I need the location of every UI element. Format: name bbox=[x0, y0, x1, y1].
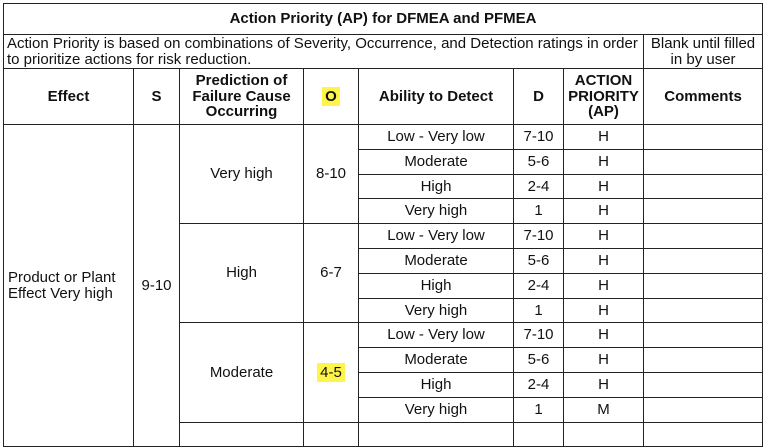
comments-cell bbox=[644, 125, 763, 150]
empty-cell bbox=[564, 422, 644, 447]
empty-cell bbox=[304, 422, 359, 447]
detection-cell: 2-4 bbox=[514, 174, 564, 199]
prediction-cell: Very high bbox=[180, 125, 304, 224]
prediction-cell: High bbox=[180, 224, 304, 323]
header-occurrence bbox=[304, 69, 359, 125]
ability-cell: Low - Very low bbox=[359, 224, 514, 249]
occurrence-value: 8-10 bbox=[315, 165, 347, 183]
table-description: Action Priority is based on combinations of Severity, Occurrence, and Detection ratings in order to prioritize actions for risk reduction. bbox=[4, 35, 644, 69]
blank-note: Blank until filled in by user bbox=[644, 35, 763, 69]
detection-cell: 5-6 bbox=[514, 248, 564, 273]
header-severity: S bbox=[134, 69, 180, 125]
occurrence-cell bbox=[304, 224, 359, 323]
action-priority-cell: H bbox=[564, 273, 644, 298]
comments-cell bbox=[644, 199, 763, 224]
comments-cell bbox=[644, 174, 763, 199]
header-prediction: Prediction of Failure Cause Occurring bbox=[180, 69, 304, 125]
action-priority-cell: M bbox=[564, 397, 644, 422]
detection-cell: 1 bbox=[514, 199, 564, 224]
empty-cell bbox=[644, 422, 763, 447]
action-priority-table bbox=[3, 3, 763, 447]
table-title: Action Priority (AP) for DFMEA and PFMEA bbox=[4, 4, 763, 35]
header-detection: D bbox=[514, 69, 564, 125]
effect-cell: Product or Plant Effect Very high bbox=[4, 125, 134, 447]
comments-cell bbox=[644, 348, 763, 373]
header-action-priority: ACTION PRIORITY (AP) bbox=[564, 69, 644, 125]
comments-cell bbox=[644, 397, 763, 422]
comments-cell bbox=[644, 248, 763, 273]
ability-cell: High bbox=[359, 174, 514, 199]
detection-cell: 7-10 bbox=[514, 224, 564, 249]
ability-cell: Moderate bbox=[359, 348, 514, 373]
header-effect: Effect bbox=[4, 69, 134, 125]
empty-cell bbox=[514, 422, 564, 447]
ability-cell: Low - Very low bbox=[359, 323, 514, 348]
occurrence-value: 6-7 bbox=[320, 264, 342, 282]
action-priority-cell: H bbox=[564, 224, 644, 249]
ability-cell: Moderate bbox=[359, 149, 514, 174]
ability-cell: Very high bbox=[359, 298, 514, 323]
comments-cell bbox=[644, 149, 763, 174]
comments-cell bbox=[644, 323, 763, 348]
comments-cell bbox=[644, 224, 763, 249]
detection-cell: 1 bbox=[514, 298, 564, 323]
action-priority-cell: H bbox=[564, 348, 644, 373]
detection-cell: 1 bbox=[514, 397, 564, 422]
ability-cell: High bbox=[359, 273, 514, 298]
header-comments: Comments bbox=[644, 69, 763, 125]
header-occurrence-label: O bbox=[322, 87, 340, 106]
detection-cell: 7-10 bbox=[514, 125, 564, 150]
action-priority-cell: H bbox=[564, 372, 644, 397]
action-priority-cell: H bbox=[564, 125, 644, 150]
detection-cell: 2-4 bbox=[514, 273, 564, 298]
occurrence-cell bbox=[304, 125, 359, 224]
detection-cell: 2-4 bbox=[514, 372, 564, 397]
detection-cell: 5-6 bbox=[514, 348, 564, 373]
occurrence-cell bbox=[304, 323, 359, 422]
empty-cell bbox=[180, 422, 304, 447]
comments-cell bbox=[644, 298, 763, 323]
action-priority-cell: H bbox=[564, 298, 644, 323]
comments-cell bbox=[644, 273, 763, 298]
prediction-cell: Moderate bbox=[180, 323, 304, 422]
action-priority-cell: H bbox=[564, 199, 644, 224]
empty-cell bbox=[359, 422, 514, 447]
detection-cell: 5-6 bbox=[514, 149, 564, 174]
detection-cell: 7-10 bbox=[514, 323, 564, 348]
action-priority-cell: H bbox=[564, 174, 644, 199]
action-priority-cell: H bbox=[564, 149, 644, 174]
ability-cell: Moderate bbox=[359, 248, 514, 273]
table-row bbox=[4, 125, 763, 150]
severity-cell: 9-10 bbox=[134, 125, 180, 447]
comments-cell bbox=[644, 372, 763, 397]
header-ability: Ability to Detect bbox=[359, 69, 514, 125]
action-priority-cell: H bbox=[564, 248, 644, 273]
ability-cell: Low - Very low bbox=[359, 125, 514, 150]
ability-cell: High bbox=[359, 372, 514, 397]
occurrence-value: 4-5 bbox=[317, 363, 345, 382]
ability-cell: Very high bbox=[359, 397, 514, 422]
ability-cell: Very high bbox=[359, 199, 514, 224]
action-priority-cell: H bbox=[564, 323, 644, 348]
